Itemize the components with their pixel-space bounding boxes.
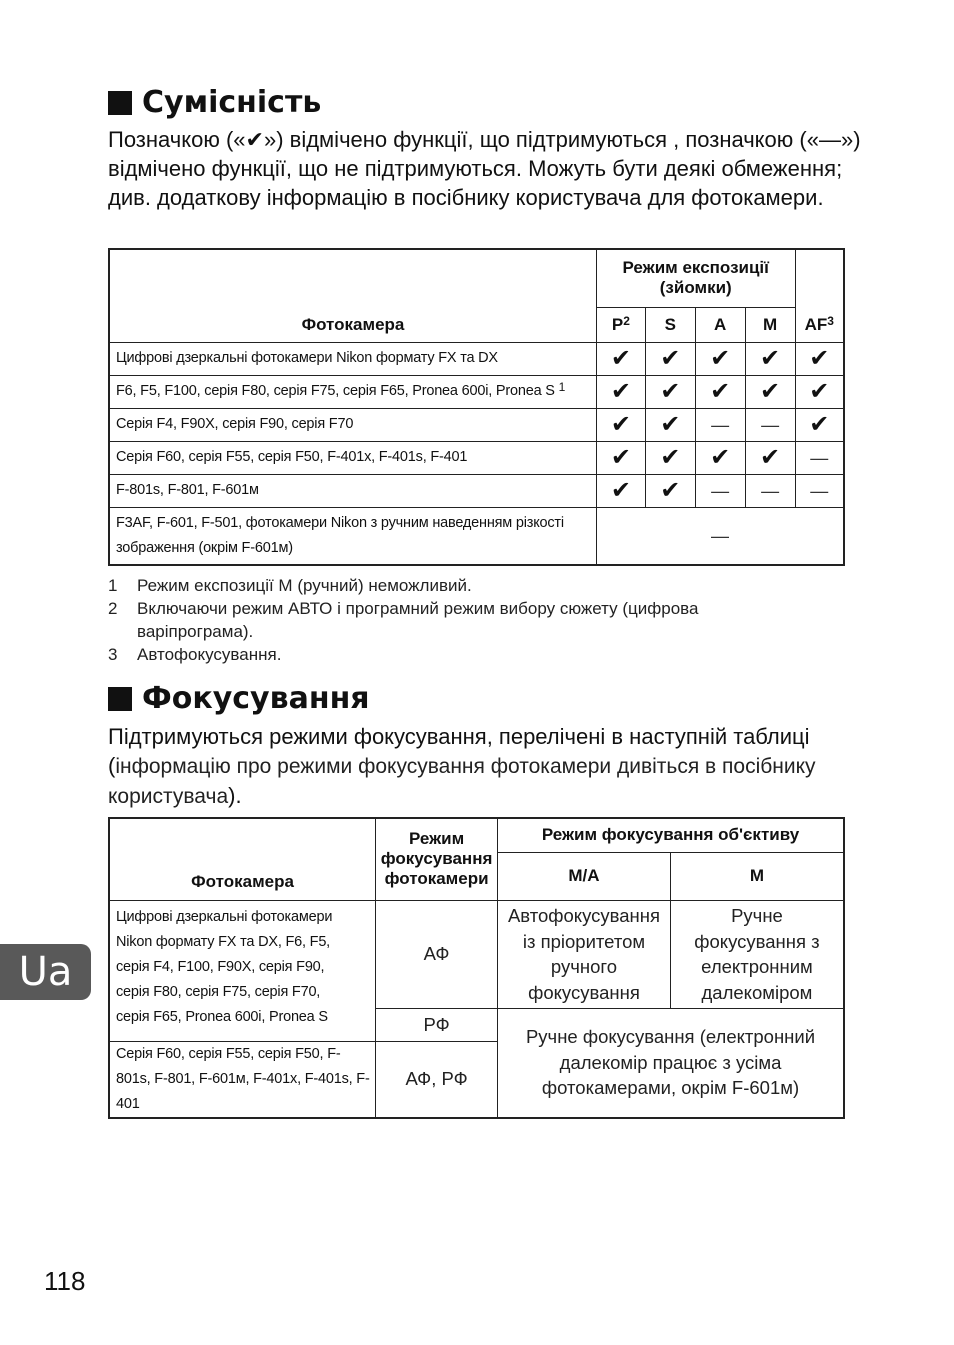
header-af xyxy=(795,249,844,342)
support-mark: — xyxy=(745,408,795,441)
footnote-text: Режим експозиції M (ручний) неможливий. xyxy=(137,576,472,595)
footnote-number: 1 xyxy=(108,576,118,595)
focus-intro-end: ). xyxy=(228,783,242,808)
footnote-ref: 2 xyxy=(623,313,630,328)
footnote-number: 3 xyxy=(108,645,118,664)
support-mark: ✔ xyxy=(695,375,745,408)
header-camera: Фотокамера xyxy=(109,818,376,900)
support-mark: ✔ xyxy=(745,342,795,375)
camera-cell: F3AF, F-601, F-501, фотокамери Nikon з ручним наведенням різкості зображення (окрім F-601м) xyxy=(109,507,596,565)
header-lens-focus-mode: Режим фокусування об'єктиву xyxy=(498,818,844,852)
camera-name: F6, F5, F100, серія F80, серія F75, серія F65, Pronea 600i, Pronea S xyxy=(116,383,555,399)
footnote-number: 2 xyxy=(108,599,118,618)
focus-intro-main: Підтримуються режими фокусування, перелічені в наступній таблиці ( xyxy=(108,724,810,778)
header-m: M xyxy=(670,852,844,900)
table-row xyxy=(109,408,844,441)
focus-mode-cell: АФ, РФ xyxy=(376,1041,498,1118)
camera-cell xyxy=(109,375,596,408)
support-mark: ✔ xyxy=(695,441,745,474)
camera-cell: Цифрові дзеркальні фотокамери Nikon формату FX та DX, F6, F5, серія F4, F100, F90X, серія F90, серія F80, серія F75, серія F70, серія F65, Pronea 600i, Pronea S xyxy=(109,900,376,1041)
header-exposure-mode: Режим експозиції (зйомки) xyxy=(596,249,795,307)
support-mark: ✔ xyxy=(695,342,745,375)
support-mark: — xyxy=(795,441,844,474)
header-p xyxy=(596,307,645,342)
header-p-label: P xyxy=(611,314,624,334)
header-a: A xyxy=(695,307,745,342)
compat-intro: Позначкою («✔») відмічено функції, що підтримуються , позначкою («—») відмічено функції, що не підтримуються. Можуть бути деякі обмеження; див. додаткову інформацію в посібнику користувача для фотокамери. xyxy=(108,127,861,210)
camera-cell: F-801s, F-801, F-601м xyxy=(109,474,596,507)
focus-mode-cell: АФ xyxy=(376,900,498,1008)
footnote-ref: 3 xyxy=(827,313,834,328)
table-row xyxy=(109,900,844,1008)
page-number: 118 xyxy=(44,1266,86,1296)
support-mark: ✔ xyxy=(795,342,844,375)
language-tab: Ua xyxy=(0,944,91,1000)
table-row xyxy=(109,441,844,474)
camera-cell: Серія F60, серія F55, серія F50, F-401x, F-401s, F-401 xyxy=(109,441,596,474)
focus-title: Фокусування xyxy=(142,681,370,716)
support-mark: ✔ xyxy=(745,375,795,408)
support-mark: — xyxy=(596,507,844,565)
header-s: S xyxy=(645,307,695,342)
table-row xyxy=(109,507,844,565)
camera-cell: Серія F60, серія F55, серія F50, F-801s, F-801, F-601м, F-401x, F-401s, F-401 xyxy=(109,1041,376,1118)
footnote-ref: 1 xyxy=(558,380,566,394)
camera-cell: Цифрові дзеркальні фотокамери Nikon формату FX та DX xyxy=(109,342,596,375)
compatibility-table xyxy=(108,248,845,566)
table-row xyxy=(109,342,844,375)
focus-intro-ref: інформацію про режими фокусування фотокамери дивіться в посібнику користувача xyxy=(108,755,816,808)
support-mark: ✔ xyxy=(596,441,645,474)
camera-cell: Серія F4, F90X, серія F90, серія F70 xyxy=(109,408,596,441)
footnote-text: Автофокусування. xyxy=(137,645,282,664)
focus-mode-cell: Ручне фокусування (електронний далекомір працює з усіма фотокамерами, окрім F-601м) xyxy=(498,1008,844,1118)
focus-mode-cell: Автофокусування із пріоритетом ручного фокусування xyxy=(498,900,671,1008)
support-mark: ✔ xyxy=(745,441,795,474)
focus-table xyxy=(108,817,845,1119)
header-af-label: AF xyxy=(804,314,828,334)
focus-mode-cell: РФ xyxy=(376,1008,498,1041)
square-bullet-icon xyxy=(108,687,132,711)
header-camera: Фотокамера xyxy=(109,249,596,342)
footnote xyxy=(108,643,808,666)
support-mark: ✔ xyxy=(645,342,695,375)
support-mark: ✔ xyxy=(645,408,695,441)
support-mark: ✔ xyxy=(795,375,844,408)
support-mark: — xyxy=(795,474,844,507)
support-mark: ✔ xyxy=(596,342,645,375)
footnote-text: Включаючи режим АВТО і програмний режим вибору сюжету (цифрова варіпрограма). xyxy=(137,599,699,641)
square-bullet-icon xyxy=(108,91,132,115)
header-camera-focus-mode: Режим фокусування фотокамери xyxy=(376,818,498,900)
focus-intro xyxy=(108,722,853,811)
support-mark: ✔ xyxy=(645,474,695,507)
footnotes xyxy=(108,574,808,666)
header-m: M xyxy=(745,307,795,342)
support-mark: ✔ xyxy=(645,441,695,474)
support-mark: — xyxy=(695,408,745,441)
footnote xyxy=(108,574,808,597)
support-mark: ✔ xyxy=(645,375,695,408)
compat-heading xyxy=(108,86,321,120)
support-mark: — xyxy=(695,474,745,507)
table-row xyxy=(109,474,844,507)
support-mark: ✔ xyxy=(795,408,844,441)
header-ma: M/A xyxy=(498,852,671,900)
table-row xyxy=(109,375,844,408)
compat-title: Сумісність xyxy=(142,85,322,120)
focus-heading xyxy=(108,682,370,716)
support-mark: ✔ xyxy=(596,408,645,441)
support-mark: — xyxy=(745,474,795,507)
footnote xyxy=(108,597,808,643)
support-mark: ✔ xyxy=(596,474,645,507)
focus-mode-cell: Ручне фокусування з електронним далекоміром xyxy=(670,900,844,1008)
support-mark: ✔ xyxy=(596,375,645,408)
